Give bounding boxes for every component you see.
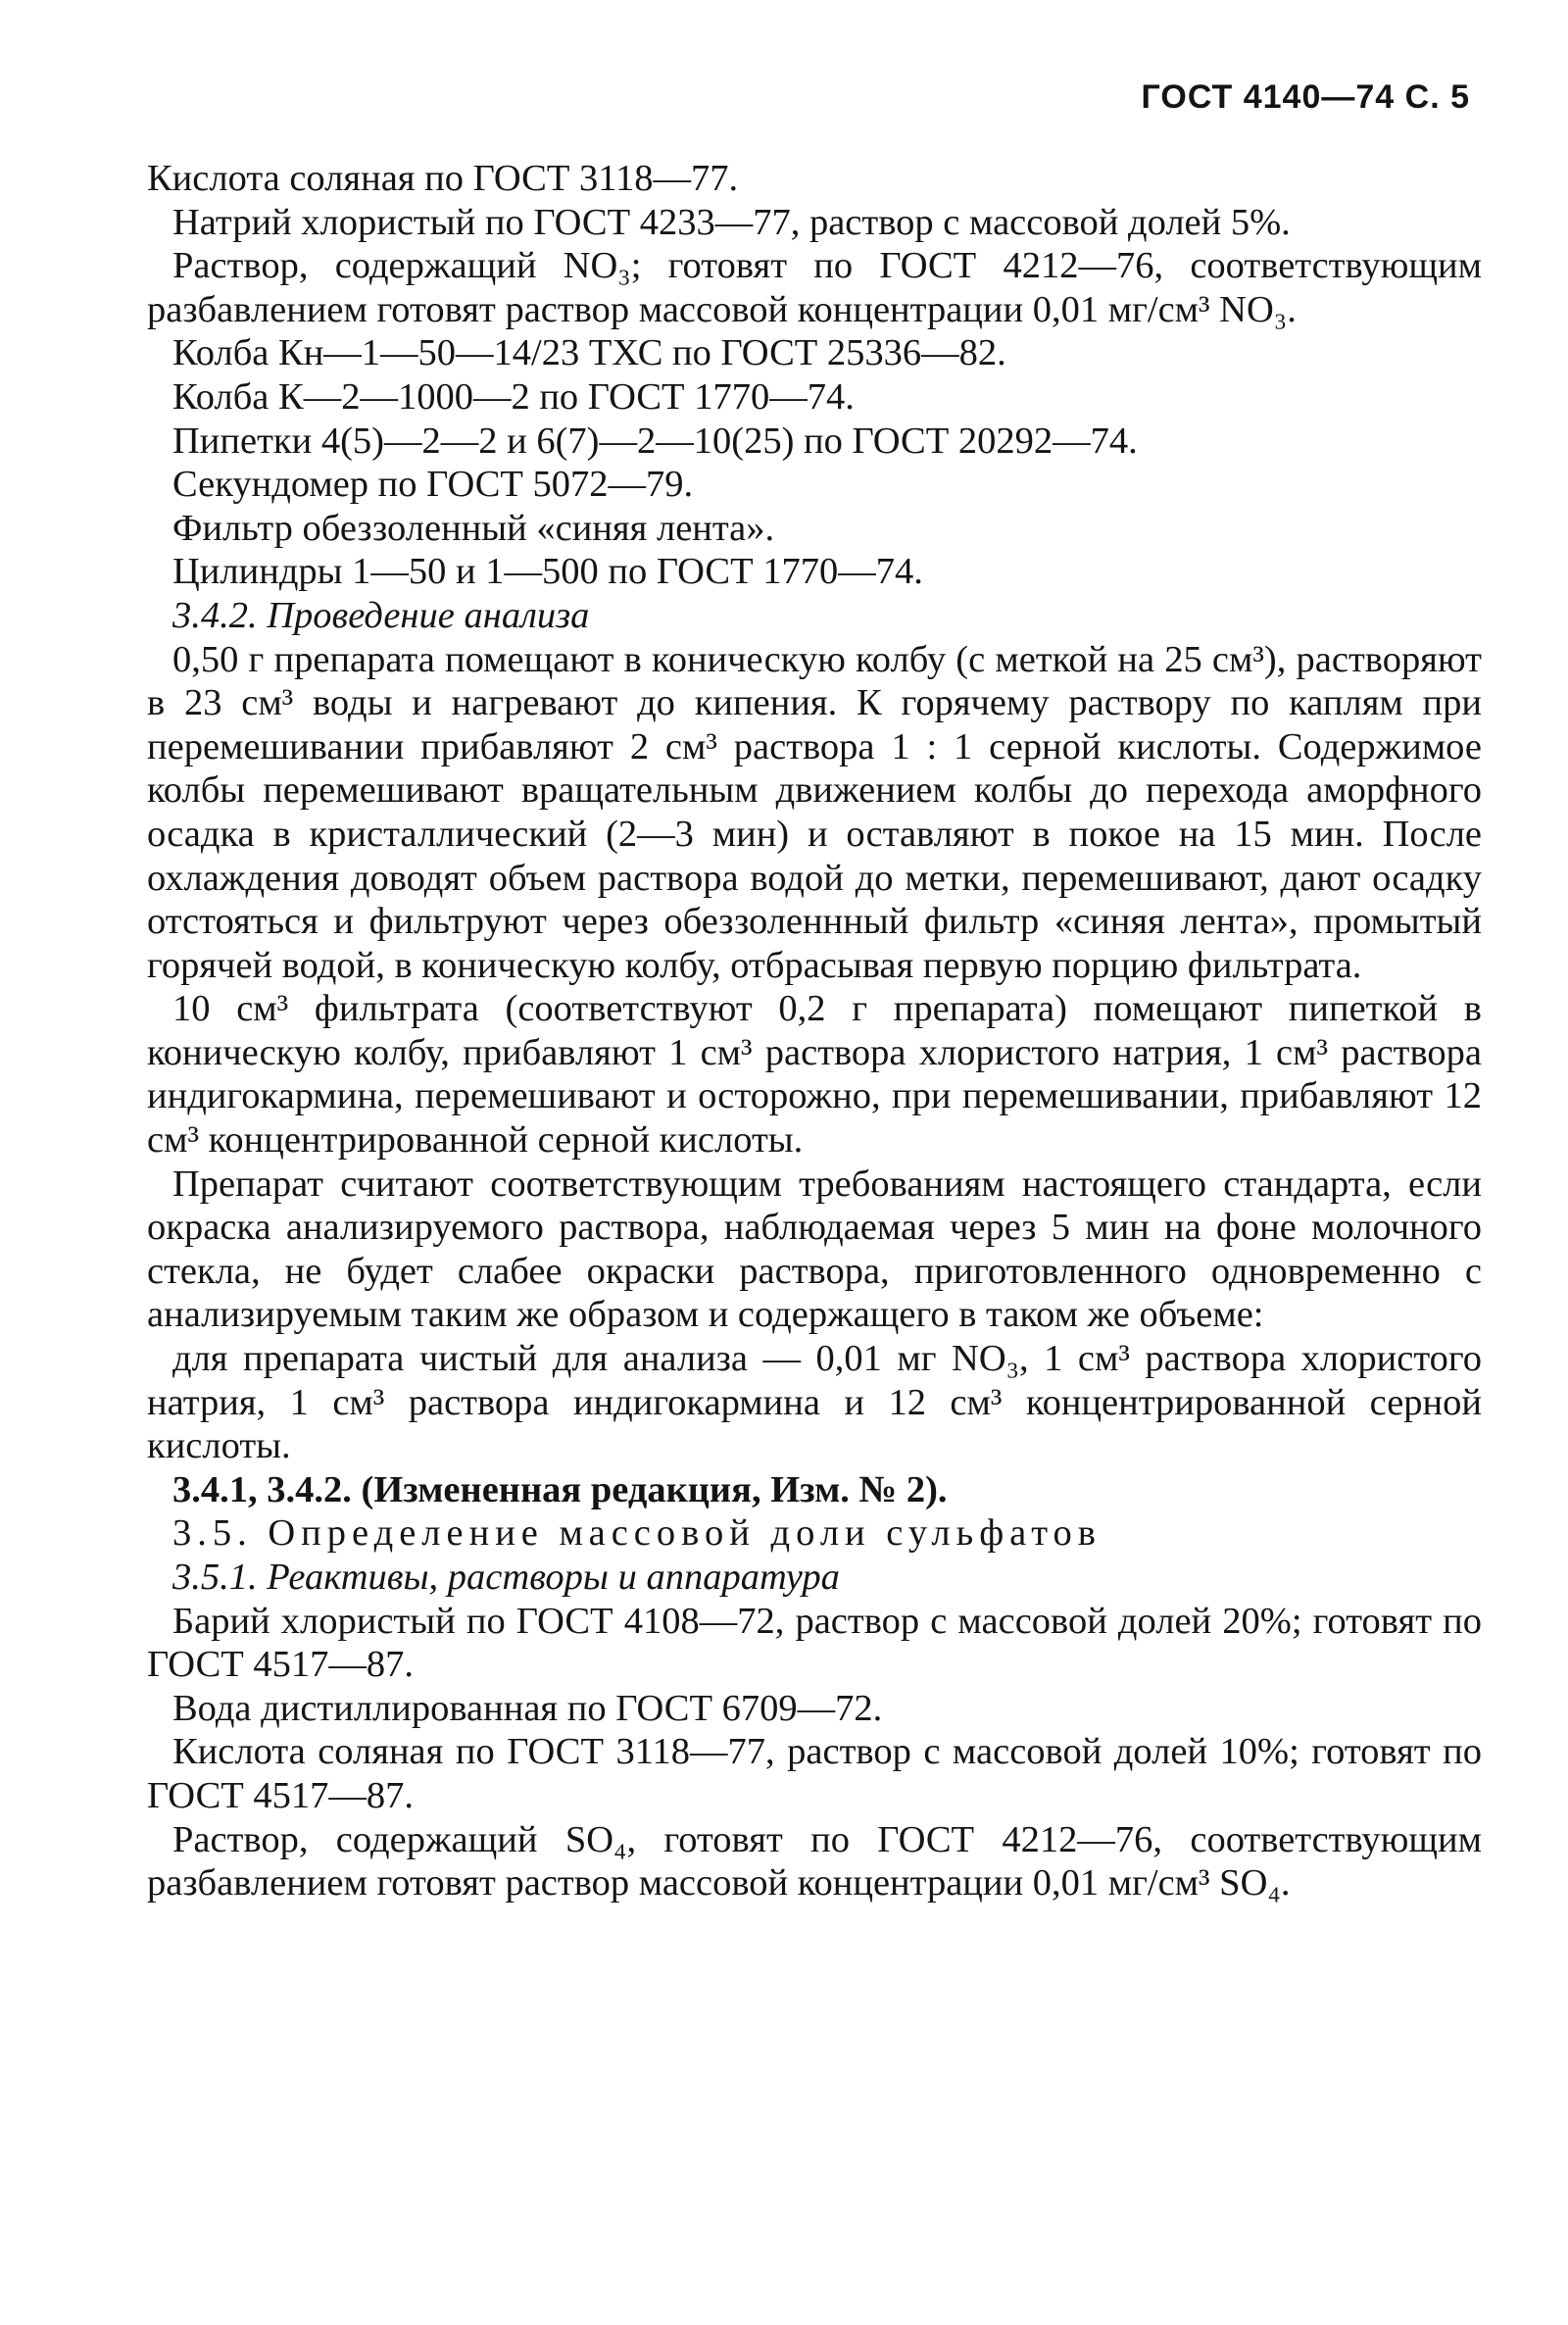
amendment-note: 3.4.1, 3.4.2. (Измененная редакция, Изм. № 2). bbox=[172, 1468, 948, 1510]
paragraph-so4-solution: Раствор, содержащий SO₄, готовят по ГОСТ 4212—76, соответствующим разбавлением готовят раствор массовой концентрации 0,01 мг/см³ SO₄. bbox=[147, 1818, 1482, 1905]
page-header: ГОСТ 4140—74 С. 5 bbox=[1141, 78, 1470, 116]
paragraph-3: Раствор, содержащий NO₃; готовят по ГОСТ 4212—76, соответствующим разбавлением готовят раствор массовой концентрации 0,01 мг/см³ NO₃. bbox=[147, 245, 1482, 330]
section-heading-3-5-1: 3.5.1. Реактивы, растворы и аппаратура bbox=[172, 1557, 840, 1598]
paragraph-7: Секундомер по ГОСТ 5072—79. bbox=[172, 464, 694, 506]
paragraph-4: Колба Кн—1—50—14/23 ТХС по ГОСТ 25336—82. bbox=[172, 332, 1006, 374]
section-heading-3-5: 3.5. Определение массовой доли сульфатов bbox=[172, 1512, 1102, 1555]
paragraph-criteria: Препарат считают соответствующим требованиям настоящего стандарта, если окраска анализируемого раствора, наблюдаемая через 5 мин на фоне молочного стекла, не будет слабее окраски раствора, приготовленного одновременно с анализируемым таким же образом и содержащего в таком же объеме: bbox=[147, 1162, 1482, 1336]
paragraph-2: Натрий хлористый по ГОСТ 4233—77, раствор с массовой долей 5%. bbox=[172, 201, 1291, 243]
paragraph-5: Колба К—2—1000—2 по ГОСТ 1770—74. bbox=[172, 375, 855, 418]
paragraph-9: Цилиндры 1—50 и 1—500 по ГОСТ 1770—74. bbox=[172, 551, 923, 593]
paragraph-barium: Барий хлористый по ГОСТ 4108—72, раствор с массовой долей 20%; готовят по ГОСТ 4517—87. bbox=[147, 1600, 1482, 1686]
paragraph-8: Фильтр обеззоленный «синяя лента». bbox=[172, 507, 775, 549]
paragraph-1: Кислота соляная по ГОСТ 3118—77. bbox=[147, 158, 739, 199]
section-heading-3-4-2: 3.4.2. Проведение анализа bbox=[172, 594, 590, 636]
paragraph-filtrate: 10 см³ фильтрата (соответствуют 0,2 г препарата) помещают пипеткой в коническую колбу, прибавляют 1 см³ раствора хлористого натрия, 1 см³ раствора индигокармина, перемешивают и осторожно, при перемешивании, прибавляют 12 см³ концентрированной серной кислоты. bbox=[147, 988, 1482, 1162]
paragraph-hcl: Кислота соляная по ГОСТ 3118—77, раствор с массовой долей 10%; готовят по ГОСТ 4517—87. bbox=[147, 1731, 1482, 1816]
paragraph-reagent-grade: для препарата чистый для анализа — 0,01 мг NO₃, 1 см³ раствора хлористого натрия, 1 см³ раствора индигокармина и 12 см³ концентрированной серной кислоты. bbox=[147, 1338, 1482, 1467]
paragraph-6: Пипетки 4(5)—2—2 и 6(7)—2—10(25) по ГОСТ 20292—74. bbox=[172, 420, 1138, 462]
paragraph-water: Вода дистиллированная по ГОСТ 6709—72. bbox=[172, 1687, 883, 1729]
document-body bbox=[147, 157, 1482, 1905]
paragraph-procedure: 0,50 г препарата помещают в коническую колбу (с меткой на 25 см³), растворяют в 23 см³ воды и нагревают до кипения. К горячему раствору по каплям при перемешивании прибавляют 2 см³ раствора 1 : 1 серной кислоты. Содержимое колбы перемешивают вращательным движением колбы до перехода аморфного осадка в кристаллический (2—3 мин) и оставляют в покое на 15 мин. После охлаждения доводят объем раствора водой до метки, перемешивают, дают осадку отстояться и фильтруют через обеззоленнный фильтр «синяя лента», промытый горячей водой, в коническую колбу, отбрасывая первую порцию фильтрата. bbox=[147, 638, 1482, 986]
